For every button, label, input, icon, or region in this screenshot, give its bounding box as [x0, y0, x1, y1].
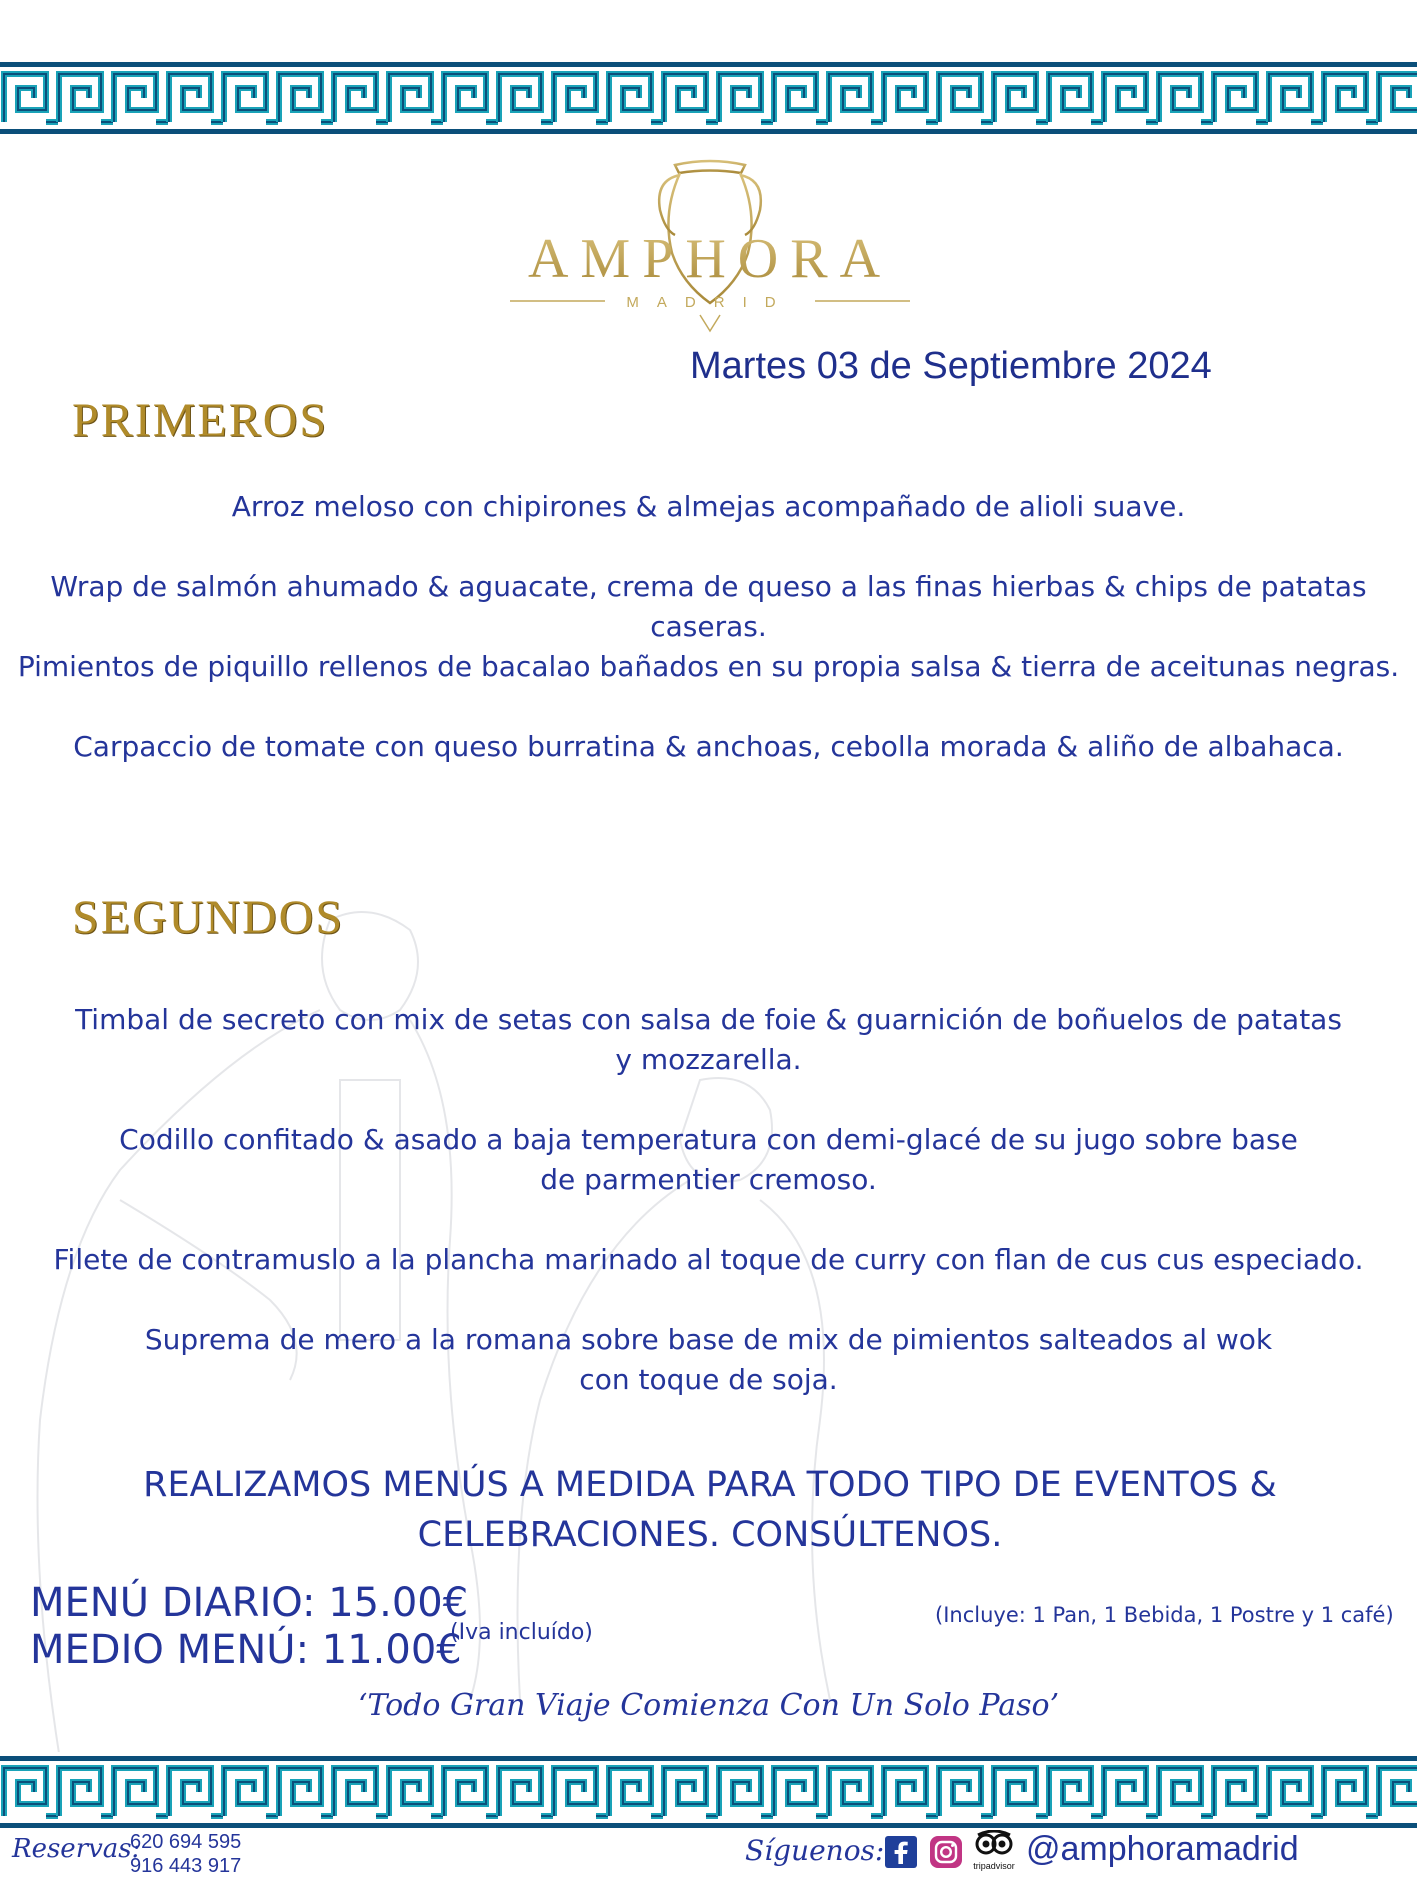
greek-key-motif — [1324, 1768, 1378, 1816]
greek-key-motif — [169, 74, 223, 122]
greek-key-motif — [1269, 74, 1323, 122]
greek-key-motif — [939, 74, 993, 122]
events-line-1: REALIZAMOS MENÚS A MEDIDA PARA TODO TIPO DE EVENTOS & — [143, 1465, 1277, 1505]
greek-key-motif — [444, 1768, 498, 1816]
greek-key-motif — [279, 74, 333, 122]
segundos-dish-4 — [0, 1320, 1417, 1400]
greek-key-motif — [1104, 74, 1158, 122]
segundos-dish-1-line-2: y mozzarella. — [615, 1043, 802, 1076]
greek-key-motif — [389, 74, 443, 122]
greek-key-motif — [884, 74, 938, 122]
segundos-dish-4-line-1: Suprema de mero a la romana sobre base de mix de pimientos salteados al wok — [144, 1323, 1273, 1356]
greek-key-motif — [939, 1768, 993, 1816]
greek-key-motif — [1379, 1768, 1417, 1816]
greek-key-motif — [884, 1768, 938, 1816]
primeros-dish-1: Arroz meloso con chipirones & almejas acompañado de alioli suave. — [231, 490, 1186, 523]
greek-key-motif — [829, 74, 883, 122]
segundos-dish-3 — [0, 1240, 1417, 1280]
greek-key-motif — [1214, 1768, 1268, 1816]
greek-key-motif — [114, 1768, 168, 1816]
greek-key-motif — [279, 1768, 333, 1816]
greek-key-motif — [1049, 1768, 1103, 1816]
segundos-dish-2-line-2: de parmentier cremoso. — [540, 1163, 877, 1196]
greek-key-motif — [609, 74, 663, 122]
top-greek-border — [0, 58, 1417, 138]
greek-key-motif — [719, 1768, 773, 1816]
greek-key-motif — [774, 1768, 828, 1816]
greek-key-motif — [4, 74, 58, 122]
segundos-title: SEGUNDOS — [72, 891, 345, 944]
greek-key-motif — [499, 1768, 553, 1816]
greek-key-motif — [829, 1768, 883, 1816]
greek-key-motif — [1379, 74, 1417, 122]
greek-key-motif — [59, 1768, 113, 1816]
greek-key-motif — [1104, 1768, 1158, 1816]
greek-key-motif — [994, 74, 1048, 122]
brand-name: AMPHORA — [527, 228, 893, 290]
greek-key-motif — [664, 1768, 718, 1816]
reservas-label: Reservas: — [12, 1834, 141, 1864]
primeros-dish-4: Carpaccio de tomate con queso burratina & anchoas, cebolla morada & aliño de albahaca. — [73, 730, 1344, 763]
greek-key-motif — [224, 1768, 278, 1816]
greek-key-motif — [1269, 1768, 1323, 1816]
greek-key-motif — [1214, 74, 1268, 122]
amphora-logo — [500, 155, 920, 345]
segundos-dish-1-line-1: Timbal de secreto con mix de setas con salsa de foie & guarnición de boñuelos de patatas — [75, 1003, 1342, 1036]
brand-city: MADRID — [626, 294, 794, 311]
greek-key-motif — [1049, 74, 1103, 122]
daily-menu-price: MENÚ DIARIO: 15.00€ — [30, 1580, 469, 1626]
primeros-dish-3: Pimientos de piquillo rellenos de bacalao bañados en su propia salsa & tierra de aceitunas negras. — [17, 650, 1400, 683]
greek-key-motif — [1159, 74, 1213, 122]
greek-key-motif — [554, 74, 608, 122]
tripadvisor-icon[interactable] — [972, 1830, 1016, 1874]
half-menu-price: MEDIO MENÚ: 11.00€ — [30, 1627, 462, 1673]
events-line-2: CELEBRACIONES. CONSÚLTENOS. — [417, 1515, 1003, 1555]
instagram-icon[interactable] — [930, 1836, 962, 1868]
greek-key-motif — [4, 1768, 58, 1816]
primeros-dish-2: Wrap de salmón ahumado & aguacate, crema de queso a las finas hierbas & chips de patatas caseras. — [50, 570, 1367, 643]
greek-key-motif — [114, 74, 168, 122]
greek-key-motif — [1324, 74, 1378, 122]
tripadvisor-label: tripadvisor — [973, 1861, 1015, 1871]
greek-key-motif — [1159, 1768, 1213, 1816]
greek-key-motif — [609, 1768, 663, 1816]
segundos-dish-4-line-2: con toque de soja. — [579, 1363, 838, 1396]
greek-key-motif — [444, 74, 498, 122]
greek-key-motif — [224, 74, 278, 122]
greek-key-motif — [554, 1768, 608, 1816]
greek-key-motif — [334, 1768, 388, 1816]
greek-key-motif — [774, 74, 828, 122]
greek-key-motif — [334, 74, 388, 122]
segundos-dish-2-line-1: Codillo confitado & asado a baja temperatura con demi-glacé de su jugo sobre base — [119, 1123, 1298, 1156]
greek-key-motif — [499, 74, 553, 122]
segundos-dish-1 — [0, 1000, 1417, 1080]
includes-note: (Incluye: 1 Pan, 1 Bebida, 1 Postre y 1 café) — [935, 1603, 1394, 1627]
greek-key-motif — [994, 1768, 1048, 1816]
events-notice — [110, 1460, 1310, 1560]
siguenos-label: Síguenos: — [745, 1834, 885, 1867]
phone-2[interactable]: 916 443 917 — [130, 1855, 242, 1877]
bottom-greek-border — [0, 1752, 1417, 1832]
menu-date: Martes 03 de Septiembre 2024 — [690, 345, 1212, 387]
facebook-icon[interactable] — [885, 1836, 917, 1868]
quote: ‘Todo Gran Viaje Comienza Con Un Solo Paso’ — [357, 1688, 1060, 1723]
greek-key-motif — [169, 1768, 223, 1816]
phone-1[interactable]: 620 694 595 — [130, 1831, 242, 1853]
greek-key-motif — [719, 74, 773, 122]
greek-key-motif — [59, 74, 113, 122]
greek-key-motif — [389, 1768, 443, 1816]
greek-key-motif — [664, 74, 718, 122]
segundos-dish-3-line-1: Filete de contramuslo a la plancha marinado al toque de curry con flan de cus cus especiado. — [53, 1243, 1364, 1276]
iva-note: (Iva incluído) — [450, 1620, 593, 1645]
segundos-dish-2 — [0, 1120, 1417, 1200]
instagram-handle[interactable]: @amphoramadrid — [1026, 1830, 1299, 1868]
primeros-title: PRIMEROS — [72, 394, 329, 447]
